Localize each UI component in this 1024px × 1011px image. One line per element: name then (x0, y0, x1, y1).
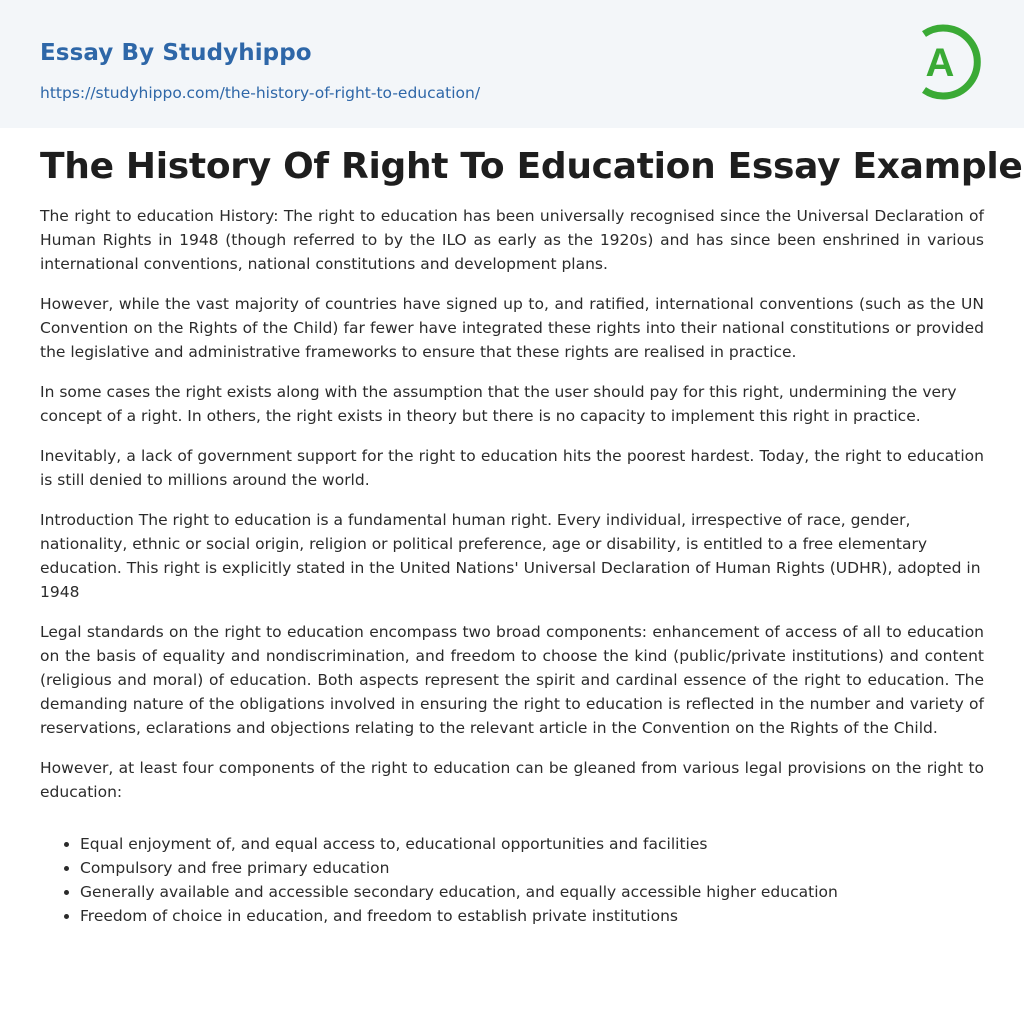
paragraph-1: The right to education History: The right to education has been universally recognised since the Universal Declaration of Human Rights in 1948 (though referred to by the ILO as early as the 1920s) and has since been enshrined in various international conventions, national constitutions and development plans. (40, 207, 984, 273)
article (40, 142, 1023, 928)
list-item: • Equal enjoyment of, and equal access to, educational opportunities and facilities (80, 832, 984, 856)
site-header (0, 0, 1024, 128)
components-list (40, 832, 984, 928)
studyhippo-logo-icon (908, 16, 988, 108)
page-title: The History Of Right To Education Essay Example (40, 146, 1023, 187)
list-item: • Generally available and accessible secondary education, and equally accessible higher education (80, 880, 984, 904)
paragraph-3: In some cases the right exists along with the assumption that the user should pay for this right, undermining the very concept of a right. In others, the right exists in theory but there is no capacity to implement this right in practice. (40, 383, 957, 425)
paragraph-2: However, while the vast majority of countries have signed up to, and ratified, international conventions (such as the UN Convention on the Rights of the Child) far fewer have integrated these rights into their national constitutions or provided the legislative and administrative frameworks to ensure that these rights are realised in practice. (40, 295, 984, 361)
source-url-link[interactable]: https://studyhippo.com/the-history-of-right-to-education/ (40, 84, 481, 102)
logo-letter: A (925, 41, 955, 85)
paragraph-7: However, at least four components of the right to education can be gleaned from various legal provisions on the right to education: (40, 759, 984, 801)
list-item: • Freedom of choice in education, and freedom to establish private institutions (80, 904, 984, 928)
paragraph-5: Introduction The right to education is a fundamental human right. Every individual, irrespective of race, gender, nationality, ethnic or social origin, religion or political preference, age or disability, is entitled to a free elementary education. This right is explicitly stated in the United Nations' Universal Declaration of Human Rights (UDHR), adopted in 1948 (40, 511, 981, 601)
site-brand: Essay By Studyhippo (40, 40, 312, 66)
paragraph-4: Inevitably, a lack of government support for the right to education hits the poorest hardest. Today, the right to education is still denied to millions around the world. (40, 447, 984, 489)
list-item: • Compulsory and free primary education (80, 856, 984, 880)
paragraph-6: Legal standards on the right to education encompass two broad components: enhancement of access of all to education on the basis of equality and nondiscrimination, and freedom to choose the kind (public/private institutions) and content (religious and moral) of education. Both aspects represent the spirit and cardinal essence of the right to education. The demanding nature of the obligations involved in ensuring the right to education is reflected in the number and variety of reservations, eclarations and objections relating to the relevant article in the Convention on the Rights of the Child. (40, 623, 984, 737)
